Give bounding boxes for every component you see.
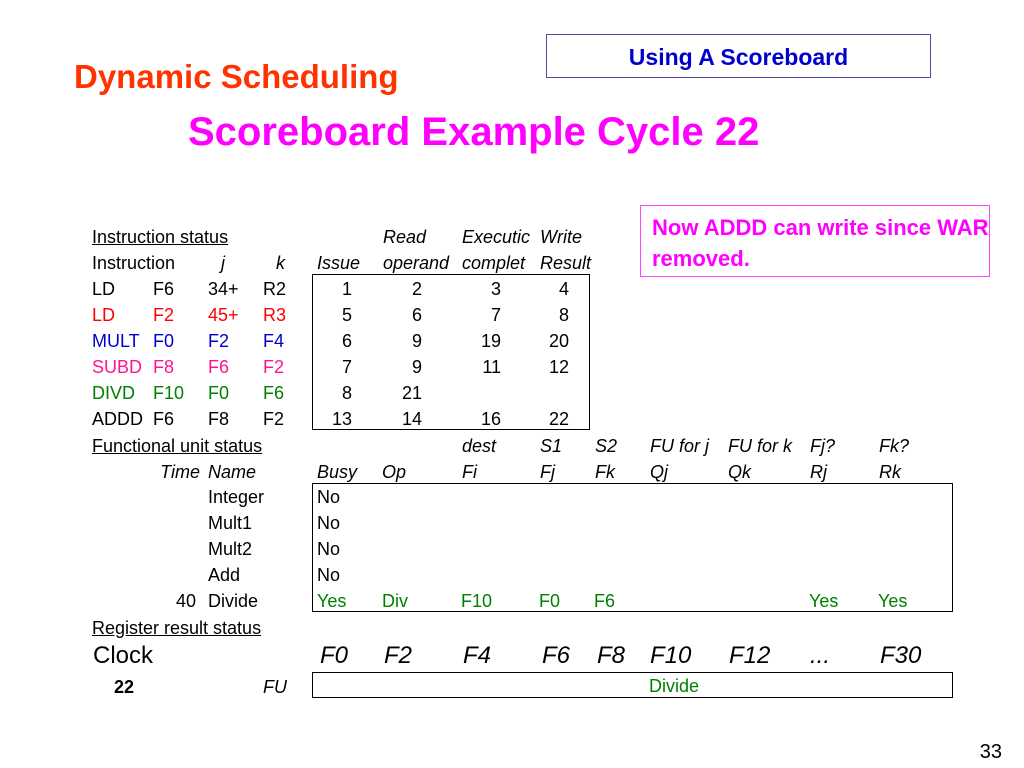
register-header-F30: F30 <box>880 642 922 669</box>
instruction-cell-k: F2 <box>263 409 285 429</box>
instruction-cell-op: LD <box>92 305 116 325</box>
instruction-cell-issue: 8 <box>341 383 352 403</box>
col-header-qk: Qk <box>728 462 752 482</box>
instruction-cell-exec: 3 <box>490 279 501 299</box>
instruction-cell-op: SUBD <box>92 357 143 377</box>
instruction-cell-k: F2 <box>263 357 285 377</box>
instruction-cell-dest: F10 <box>153 383 185 403</box>
col-header-read: operand <box>383 253 450 273</box>
register-header-: ... <box>810 642 831 669</box>
instruction-cell-issue: 6 <box>341 331 352 351</box>
register-header-F2: F2 <box>384 642 413 669</box>
note-callout: Now ADDD can write since WAR removed. <box>640 205 990 277</box>
col-header-name: Name <box>208 462 257 482</box>
instruction-cell-j: F0 <box>208 383 230 403</box>
instruction-cell-issue: 5 <box>341 305 352 325</box>
col-header-fjq-top: Fj? <box>810 436 836 456</box>
instruction-cell-write: 12 <box>548 357 569 377</box>
fu-cell-time: 40 <box>175 591 196 611</box>
instruction-cell-write: 4 <box>558 279 569 299</box>
col-header-time: Time <box>160 462 200 482</box>
col-header-fuj-top: FU for j <box>650 436 710 456</box>
instruction-cell-dest: F8 <box>153 357 175 377</box>
instruction-cell-issue: 1 <box>341 279 352 299</box>
col-header-k: k <box>276 253 285 273</box>
col-header-fkq-top: Fk? <box>879 436 910 456</box>
col-header-write-top: Write <box>540 227 582 247</box>
instruction-cell-write: 8 <box>558 305 569 325</box>
clock-label: Clock <box>93 642 154 669</box>
functional-unit-status-heading: Functional unit status <box>92 436 263 456</box>
instruction-cell-j: 34+ <box>208 279 239 299</box>
register-header-F4: F4 <box>463 642 492 669</box>
instruction-cell-read: 9 <box>411 357 422 377</box>
instruction-cell-dest: F0 <box>153 331 175 351</box>
instruction-cell-j: F2 <box>208 331 230 351</box>
instruction-cell-j: F6 <box>208 357 230 377</box>
instruction-cell-op: ADDD <box>92 409 144 429</box>
instruction-cell-dest: F2 <box>153 305 175 325</box>
instruction-cell-op: MULT <box>92 331 140 351</box>
instruction-cell-k: F6 <box>263 383 285 403</box>
fu-cell-rj: Yes <box>809 591 839 611</box>
instruction-cell-op: LD <box>92 279 116 299</box>
fu-cell-fi: F10 <box>461 591 493 611</box>
fu-cell-rk: Yes <box>878 591 908 611</box>
header-title: Dynamic Scheduling <box>74 58 399 95</box>
col-header-j: j <box>221 253 225 273</box>
instruction-cell-exec: 19 <box>480 331 501 351</box>
fu-cell-fk: F6 <box>594 591 616 611</box>
col-header-op: Op <box>382 462 407 482</box>
instruction-status-heading: Instruction status <box>92 227 229 247</box>
fu-cell-name: Mult2 <box>208 539 253 559</box>
col-header-read-top: Read <box>383 227 427 247</box>
instruction-cell-read: 9 <box>411 331 422 351</box>
instruction-cell-exec: 11 <box>482 357 501 377</box>
instruction-cell-j: F8 <box>208 409 230 429</box>
col-header-fuk-top: FU for k <box>728 436 793 456</box>
fu-cell-op: Div <box>382 591 408 611</box>
instruction-cell-issue: 13 <box>331 409 352 429</box>
col-header-rk: Rk <box>879 462 901 482</box>
fu-cell-busy: Yes <box>317 591 347 611</box>
instruction-cell-dest: F6 <box>153 279 175 299</box>
col-header-qj: Qj <box>650 462 668 482</box>
col-header-fj: Fj <box>540 462 555 482</box>
instruction-cell-k: R2 <box>263 279 287 299</box>
register-header-F10: F10 <box>650 642 692 669</box>
instruction-cell-op: DIVD <box>92 383 136 403</box>
col-header-write: Result <box>540 253 592 273</box>
slide-title: Scoreboard Example Cycle 22 <box>188 110 760 154</box>
fu-cell-busy: No <box>317 513 341 533</box>
col-header-fi: Fi <box>462 462 477 482</box>
fu-cell-name: Mult1 <box>208 513 253 533</box>
fu-cell-fj: F0 <box>539 591 561 611</box>
clock-value: 22 <box>114 677 135 697</box>
instruction-cell-k: F4 <box>263 331 285 351</box>
page-number: 33 <box>979 741 1002 763</box>
col-header-instruction: Instruction <box>92 253 176 273</box>
col-header-busy: Busy <box>317 462 358 482</box>
register-header-F12: F12 <box>729 642 771 669</box>
register-header-F6: F6 <box>542 642 571 669</box>
instruction-cell-read: 14 <box>401 409 422 429</box>
instruction-cell-read: 6 <box>411 305 422 325</box>
col-header-exec-top: Executic <box>462 227 531 247</box>
instruction-cell-read: 2 <box>411 279 422 299</box>
fu-cell-name: Divide <box>208 591 259 611</box>
fu-cell-name: Add <box>208 565 241 585</box>
col-header-exec: complet <box>462 253 526 273</box>
col-header-s2-top: S2 <box>595 436 618 456</box>
register-header-F8: F8 <box>597 642 626 669</box>
fu-cell-name: Integer <box>208 487 265 507</box>
col-header-s1-top: S1 <box>540 436 563 456</box>
instruction-cell-write: 20 <box>548 331 569 351</box>
register-value-f10: Divide <box>649 676 700 696</box>
register-result-status-heading: Register result status <box>92 618 262 638</box>
fu-cell-busy: No <box>317 539 341 559</box>
fu-cell-busy: No <box>317 487 341 507</box>
fu-label: FU <box>263 677 287 697</box>
section-tag: Using A Scoreboard <box>546 34 931 78</box>
register-result-frame <box>312 672 953 698</box>
instruction-cell-write: 22 <box>548 409 569 429</box>
fu-cell-busy: No <box>317 565 341 585</box>
col-header-issue: Issue <box>317 253 361 273</box>
instruction-cell-read: 21 <box>401 383 422 403</box>
instruction-cell-exec: 7 <box>490 305 501 325</box>
instruction-cell-k: R3 <box>263 305 287 325</box>
register-header-F0: F0 <box>320 642 349 669</box>
instruction-cell-exec: 16 <box>480 409 501 429</box>
col-header-fk: Fk <box>595 462 615 482</box>
instruction-cell-dest: F6 <box>153 409 175 429</box>
instruction-cell-issue: 7 <box>341 357 352 377</box>
functional-unit-frame <box>312 483 953 612</box>
instruction-cell-j: 45+ <box>208 305 239 325</box>
col-header-dest-top: dest <box>462 436 497 456</box>
col-header-rj: Rj <box>810 462 827 482</box>
